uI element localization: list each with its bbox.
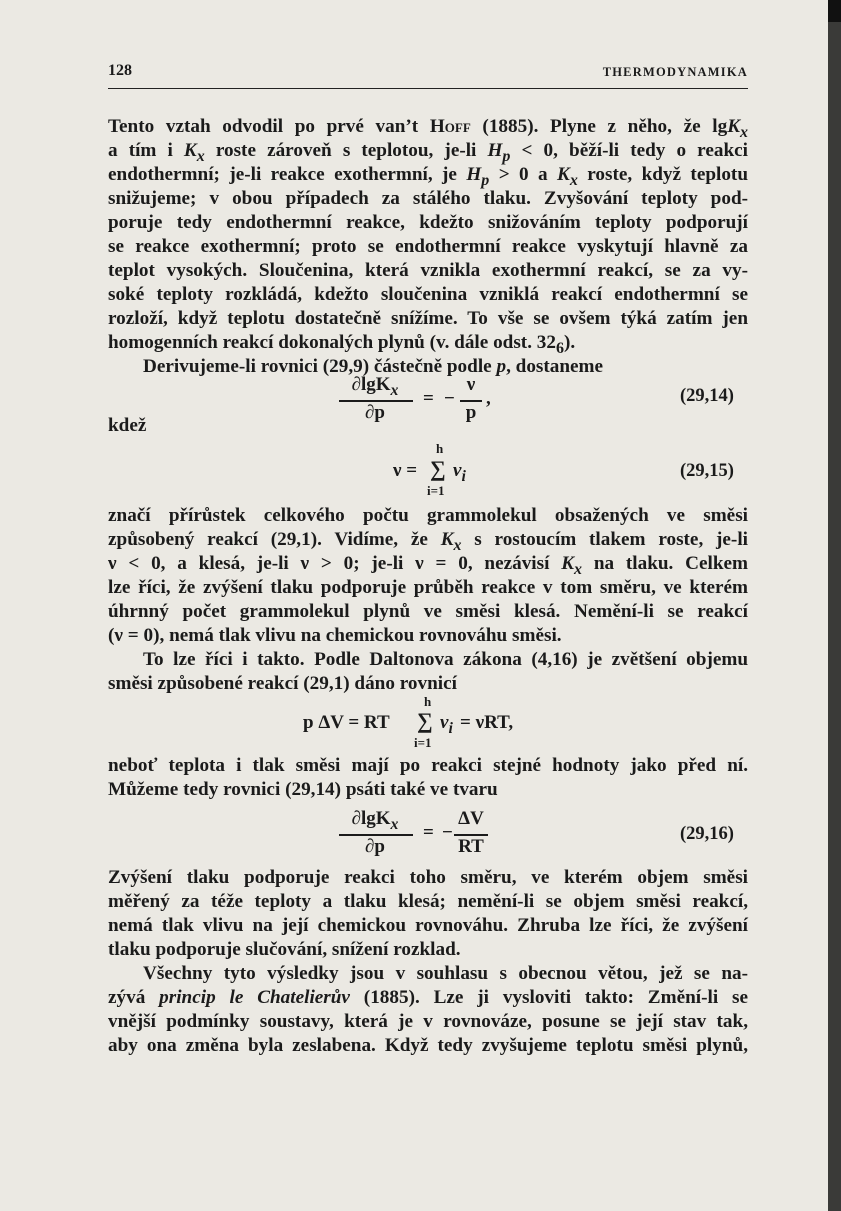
page-number: 128 [108,62,132,79]
eq15-label: (29,15) [680,461,734,481]
eqdv-sigma: ∑ [417,708,433,733]
eqdv-rhs: = νRT, [460,712,514,733]
text-line: snižujeme; v obou případech za stálého tlaku. Zvyšování teploty pod- [108,188,748,209]
eq14-label: (29,14) [680,386,734,406]
eq14-denominator: ∂p [365,402,385,423]
eq16-minus: − [442,822,453,843]
eq16-equals: = [423,822,434,843]
eq15-lhs: ν = [393,460,418,481]
text-line: tlaku podporuje slučování, snížení rozklad. [108,939,461,960]
eq15-term: $\nu_i$ [453,460,466,485]
text-line: endothermní; je-li reakce exothermní, je $H_p > 0$ a $K_x$ roste, když teplotu [108,164,748,189]
text-line: Můžeme tedy rovnici (29,14) psáti také ve tvaru [108,779,498,800]
eq16-denominator: ∂p [365,836,385,857]
text-line: poruje tedy endothermní reakce, kdežto snižováním teploty podporují [108,212,748,233]
text-line: lze říci, že zvýšení tlaku podporuje průběh reakce v tom směru, ve kterém [108,577,748,598]
text-line: značí přírůstek celkového počtu grammolekul obsažených ve směsi [108,505,748,526]
text-line: Zvýšení tlaku podporuje reakci toho směru, ve kterém objem směsi [108,867,748,888]
eq16-rhs-numerator: ΔV [458,808,484,829]
text-line: ν < 0, a klesá, je-li ν > 0; je-li ν = 0, nezávisí $K_x$ na tlaku. Celkem [108,553,749,578]
text-line: (ν = 0), nemá tlak vlivu na chemickou rovnováhu směsi. [108,625,562,646]
page-header [108,62,748,89]
text-line: Derivujeme-li rovnici (29,9) částečně podle p, dostaneme [143,356,604,377]
eq16-rhs-denominator: RT [458,836,484,857]
text-line: To lze říci i takto. Podle Daltonova zákona (4,16) je zvětšení objemu [143,649,748,670]
eqdv-lhs: p ΔV = RT [303,712,390,733]
eqdv-sum-bottom: i=1 [414,735,432,750]
text-line: rozloží, když teplotu dostatečně snížíme. To vše se ovšem týká zatím jen [108,308,748,329]
eqdv-sum-top: h [424,694,432,709]
text-line: nemá tlak vlivu na její chemickou rovnováhu. Zhruba lze říci, že zvýšení [108,915,748,936]
eq16-label: (29,16) [680,824,734,844]
text-line: homogenních reakcí dokonalých plynů (v. dále odst. $32_6$). [108,332,576,357]
text-line: neboť teplota i tlak směsi mají po reakci stejné hodnoty jako před ní. [108,755,748,776]
page-edge [828,0,841,1211]
text-line: teplot vysokých. Sloučenina, která vznikla exothermní reakcí, se za vy- [108,260,748,281]
text-line: Tento vztah odvodil po prvé van’t Hoff (1885). Plyne z něho, že lgK$_x$ [108,116,748,141]
text-line: vnější podmínky soustavy, která je v rovnováze, posune se její stav tak, [108,1011,748,1032]
eq15-sum-top: h [436,441,444,456]
text-line: měřený za téže teploty a tlaku klesá; nemění-li se objem směsi reakcí, [108,891,748,912]
text-line: směsi způsobené reakcí (29,1) dáno rovnicí [108,673,457,694]
eq14-minus: − [444,388,455,409]
text-line: soké teploty rozkládá, kdežto sloučenina vzniklá reakcí endothermní se [108,284,748,305]
text-line: způsobený reakcí (29,1). Vidíme, že $K_x$ s rostoucím tlakem roste, je-li [108,529,748,554]
text-line: a tím i $K_x$ roste zároveň s teplotou, je-li $H_p < 0$, běží-li tedy o reakci [108,140,748,165]
text-line: se reakce exothermní; proto se endothermní reakce vyskytují hlavně za [108,236,748,257]
eq15-sigma: ∑ [430,456,446,481]
eq14-equals: = [423,388,434,409]
text-line: Všechny tyto výsledky jsou v souhlasu s obecnou větou, jež se na- [143,963,748,984]
eq14-rhs-numerator: ν [466,374,476,395]
eqdv-term: $\nu_i$ [440,712,453,737]
eq15-sum-bottom: i=1 [427,483,445,498]
eq14-rhs-denominator: p [465,402,477,423]
text-line: zývá princip le Chatelierův (1885). Lze ji vysloviti takto: Změní-li se [108,987,748,1008]
text-line: aby ona změna byla zeslabena. Když tedy zvyšujeme teplotu směsi plynů, [108,1035,748,1056]
eq14-numerator: ∂lgK$_x$ [351,374,399,399]
page-corner [828,0,841,22]
eq14-comma: , [486,388,491,409]
text-line: kdež [108,415,147,436]
eq16-numerator: ∂lgK$_x$ [351,808,399,833]
text-line: úhrnný počet grammolekul plynů ve směsi klesá. Nemění-li se reakcí [108,601,748,622]
running-title: THERMODYNAMIKA [602,65,748,79]
